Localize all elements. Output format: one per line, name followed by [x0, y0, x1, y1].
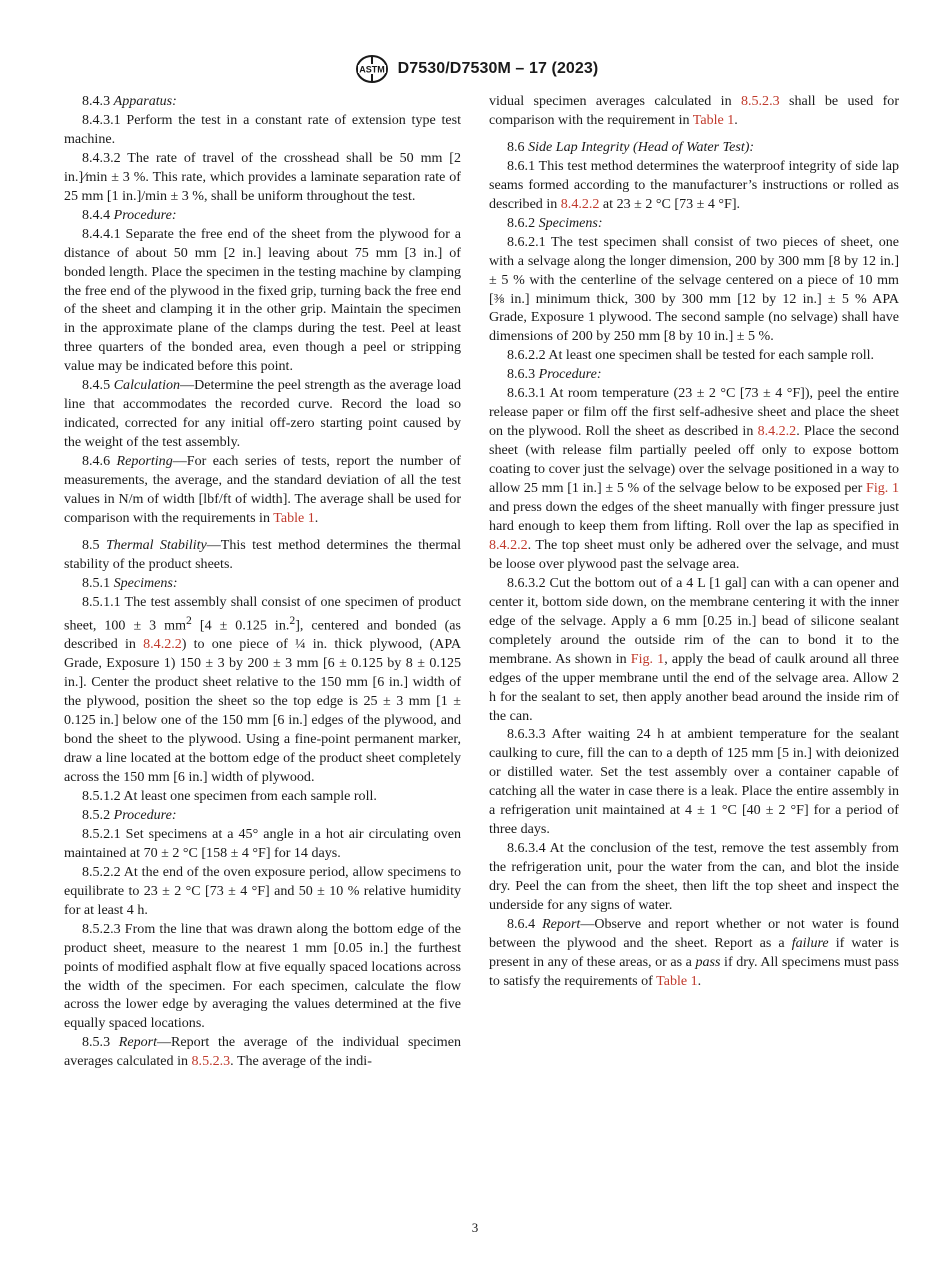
- cross-reference-link[interactable]: 8.4.2.2: [143, 636, 182, 653]
- paragraph: 8.5.1.1 The test assembly shall consist of one specimen of product sheet, 100 ± 3 $mm^2$ [4 ± 0.125 in.$^2$], centered and bonded (as described in 8.4.2.2) to one piece of ¼ in. thick plywood, (APA Grade, Exposure 1) 150 ± 3 by 200 ± 3 mm [6 ± 0.125 by 8 ± 0.125 in.]. Center the product sheet relative to the 150 mm [6 in.] width of the plywood, position the sheet so the top edge is 25 ± 3 mm [1 ± 0.125 in.] below one of the 150 mm [6 in.] edges of the plywood, and bond the sheet to the plywood. Using a fine-point permanent marker, draw a line located at the bottom edge of the product sheet completely across the 150 mm [6 in.] width of plywood.: [64, 593, 461, 786]
- page-number: 3: [471, 1220, 479, 1235]
- paragraph: 8.4.4 Procedure:: [82, 206, 177, 223]
- paragraph: 8.5.2.2 At the end of the oven exposure period, allow specimens to equilibrate to 23 ± 2 °C [73 ± 4 °F] and 50 ± 10 % relative humidity for at least 4 h.: [64, 863, 461, 918]
- paragraph: 8.6.2 Specimens:: [507, 214, 603, 231]
- right-column: [489, 92, 899, 991]
- cross-reference-link[interactable]: Fig. 1: [866, 480, 899, 497]
- paragraph: 8.6.3.4 At the conclusion of the test, remove the test assembly from the refrigeration unit, pour the water from the can, and blot the inside dry. Peel the can from the sheet, then lift the top sheet and inspect the underside for any signs of water.: [489, 840, 899, 914]
- paragraph: 8.6 Side Lap Integrity (Head of Water Test):: [507, 138, 755, 155]
- cross-reference-link[interactable]: Table 1: [273, 509, 315, 526]
- paragraph: 8.4.3.1 Perform the test in a constant rate of extension type test machine.: [64, 111, 461, 147]
- cross-reference-link[interactable]: 8.5.2.3: [191, 1053, 231, 1070]
- cross-reference-link[interactable]: 8.4.2.2: [489, 536, 528, 553]
- paragraph: 8.4.6 Reporting—For each series of tests, report the number of measurements, the average, and the standard deviation of all the test values in N/m of width [lbf/ft of width]. The average shall be used for comparison with the requirements in Table 1.: [64, 453, 461, 526]
- page-header: [0, 54, 950, 84]
- document-title: D7530/D7530M – 17 (2023): [397, 60, 599, 77]
- svg-text:ASTM: ASTM: [358, 64, 385, 75]
- paragraph: 8.6.3.3 After waiting 24 h at ambient temperature for the sealant caulking to cure, fill the can to a depth of 125 mm [5 in.] with deionized or distilled water. Set the test assembly over a container capable of catching all the water in case there is a leak. Place the entire assembly in a refrigeration unit maintained at 4 ± 1 °C [40 ± 2 °F] for a period of three days.: [489, 726, 899, 838]
- astm-logo-icon: [352, 54, 392, 84]
- paragraph: vidual specimen averages calculated in 8.5.2.3 shall be used for comparison with the requirement in Table 1.: [489, 93, 900, 128]
- paragraph: 8.6.2.2 At least one specimen shall be tested for each sample roll.: [507, 347, 875, 364]
- cross-reference-link[interactable]: 8.5.2.3: [740, 93, 780, 109]
- paragraph: 8.6.1 This test method determines the waterproof integrity of side lap seams formed according to the manufacturer’s instructions or rolled as described in 8.4.2.2 at 23 ± 2 °C [73 ± 4 °F].: [489, 157, 899, 212]
- cross-reference-link[interactable]: Fig. 1: [630, 650, 665, 667]
- paragraph: 8.5.3 Report—Report the average of the individual specimen averages calculated in 8.5.2.3. The average of the indi-: [64, 1034, 461, 1070]
- paragraph: 8.4.3.2 The rate of travel of the crosshead shall be 50 mm [2 in.]⁄min ± 3 %. This rate, which provides a laminate separation rate of 25 mm [1 in.]/min ± 3 %, shall be uniform throughout the test.: [64, 149, 461, 204]
- left-column: [64, 92, 461, 1071]
- paragraph: 8.5.2 Procedure:: [82, 806, 177, 823]
- paragraph: 8.5 Thermal Stability—This test method determines the thermal stability of the product sheets.: [64, 536, 461, 572]
- cross-reference-link[interactable]: 8.4.2.2: [560, 195, 600, 212]
- paragraph: 8.6.4 Report—Observe and report whether or not water is found between the plywood and the sheet. Report as a failure if water is present in any of these areas, or as a pass if dry. All specimens must pass to satisfy the requirements of Table 1.: [489, 915, 900, 989]
- paragraph: 8.6.2.1 The test specimen shall consist of two pieces of sheet, one with a selvage along the longer dimension, 200 by 300 mm [8 by 12 in.] ± 5 % with the centerline of the selvage centered on a piece of 10 mm [⅜ in.] minimum thick, 300 by 300 mm [12 by 12 in.] ± 5 % APA Grade, Exposure 1 plywood. The second sample (no selvage) shall have dimensions of 200 by 250 mm [8 by 10 in.] ± 5 %.: [489, 233, 899, 345]
- paragraph: 8.4.5 Calculation—Determine the peel strength as the average load line that accommodates the recorded curve. Record the load so indicated, corrected for any initial off-zero starting point caused by the weight of the test assembly.: [64, 377, 461, 451]
- paragraph: 8.5.2.1 Set specimens at a 45° angle in a hot air circulating oven maintained at 70 ± 2 °C [158 ± 4 °F] for 14 days.: [64, 825, 461, 861]
- paragraph: 8.4.4.1 Separate the free end of the sheet from the plywood for a distance of about 50 mm [2 in.] leaving about 75 mm [3 in.] of bonded length. Place the specimen in the testing machine by clamping the free end of the plywood in the fixed grip, turning back the free end of the sheet and clamping it in the other grip. Maintain the specimen in the approximate plane of the clamps during the test. Peel at least three quarters of the bonded area, even though a peel or stripping value may be indicated before this point.: [64, 225, 461, 375]
- paragraph: 8.6.3 Procedure:: [507, 366, 602, 383]
- paragraph: 8.5.1 Specimens:: [82, 574, 178, 591]
- paragraph: 8.6.3.2 Cut the bottom out of a 4 L [1 gal] can with a can opener and center it, bottom side down, on the membrane centering it with the inner edge of the selvage. Apply a 6 mm [0.25 in.] bead of silicone sealant completely around the outside rim of the can to bond it to the membrane. As shown in Fig. 1, apply the bead of caulk around all three edges of the upper membrane until the end of the selvage area. Allow 2 h for the sealant to set, then apply another bead around the inside rim of the can.: [489, 574, 899, 724]
- cross-reference-link[interactable]: 8.4.2.2: [757, 423, 797, 440]
- paragraph: 8.6.3.1 At room temperature (23 ± 2 °C [73 ± 4 °F]), peel the entire release paper or film off the first self-adhesive sheet and place the sheet on the plywood. Roll the sheet as described in 8.4.2.2. Place the second sheet (with release film partially peeled off only to expose bottom coating to cover just the selvage) over the selvage positioned in a way to allow 25 mm [1 in.] ± 5 % of the selvage below to be exposed per Fig. 1 and press down the edges of the sheet manually with finger pressure just hard enough to keep them from lifting. Roll over the lap as specified in 8.4.2.2. The top sheet must only be adhered over the selvage, and must be loose over plywood past the selvage area.: [489, 385, 899, 572]
- paragraph: 8.4.3 Apparatus:: [82, 93, 177, 109]
- paragraph: 8.5.2.3 From the line that was drawn along the bottom edge of the product sheet, measure to the nearest 1 mm [0.05 in.] the furthest points of modified asphalt flow at five equally spaced locations across the width of the specimen. For each specimen, calculate the flow across the lower edge by averaging the values determined at the five equally spaced locations.: [64, 920, 461, 1032]
- cross-reference-link[interactable]: Table 1: [692, 111, 735, 128]
- cross-reference-link[interactable]: Table 1: [656, 972, 698, 989]
- paragraph: 8.5.1.2 At least one specimen from each sample roll.: [82, 787, 377, 804]
